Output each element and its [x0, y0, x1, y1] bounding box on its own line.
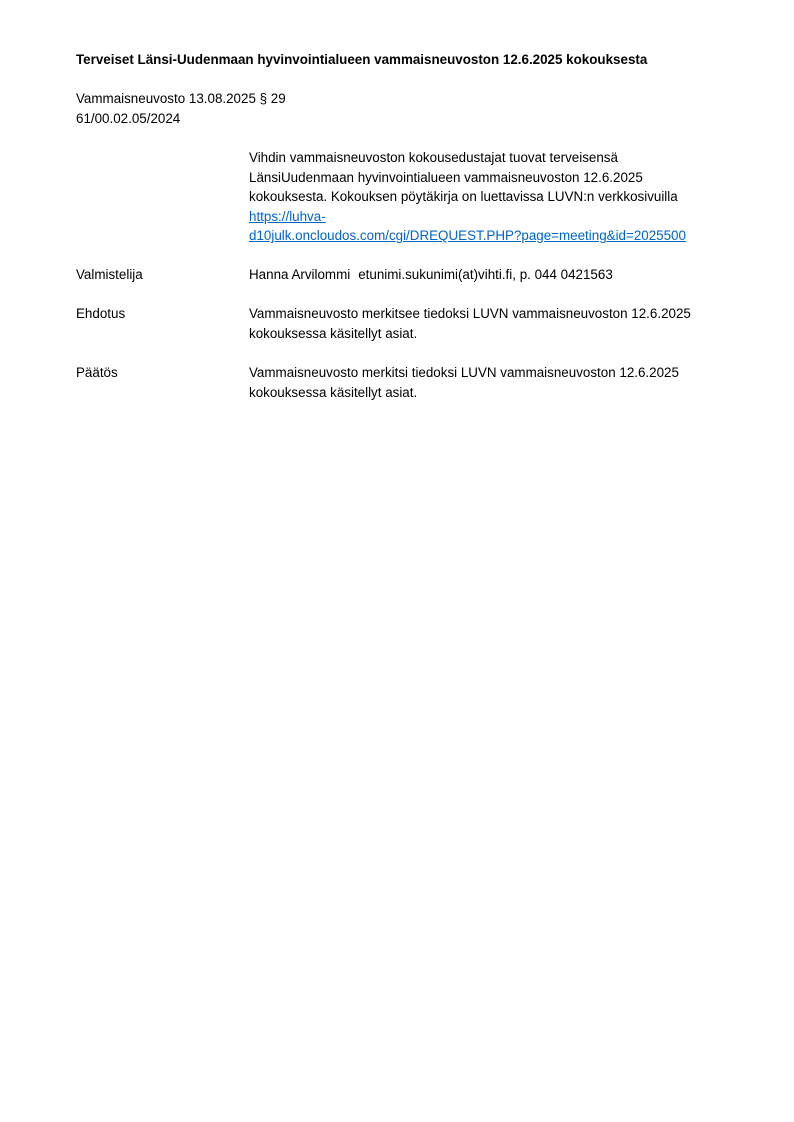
minutes-link-part-2[interactable]: d10julk.oncloudos.com/cgi/DREQUEST.PHP?page=meeting&id=2025500: [249, 228, 686, 243]
minutes-link-part-1[interactable]: https://luhva-: [249, 208, 326, 224]
intro-line: LänsiUudenmaan hyvinvointialueen vammaisneuvoston 12.6.2025: [249, 169, 643, 185]
decision-text: [249, 363, 744, 402]
meeting-meta: [76, 89, 286, 128]
proposal-text: [249, 304, 744, 343]
decision-line: Vammaisneuvosto merkitsi tiedoksi LUVN vammaisneuvoston 12.6.2025: [249, 365, 679, 380]
decision-line: kokouksessa käsitellyt asiat.: [249, 384, 418, 400]
proposal-label: Ehdotus: [76, 306, 126, 321]
proposal-line: kokouksessa käsitellyt asiat.: [249, 325, 418, 341]
intro-line: Vihdin vammaisneuvoston kokousedustajat tuovat terveisensä: [249, 150, 618, 165]
intro-paragraph: [249, 148, 739, 246]
meeting-reference: Vammaisneuvosto 13.08.2025 § 29: [76, 91, 286, 106]
document-title: Terveiset Länsi-Uudenmaan hyvinvointialueen vammaisneuvoston 12.6.2025 kokouksesta: [76, 52, 648, 67]
decision-label: Päätös: [76, 365, 118, 380]
intro-line: kokouksesta. Kokouksen pöytäkirja on luettavissa LUVN:n verkkosivuilla: [249, 189, 678, 204]
preparer-name: Hanna Arvilommi: [249, 267, 351, 282]
preparer-contact: etunimi.sukunimi(at)vihti.fi, p. 044 0421563: [358, 267, 613, 282]
preparer-label: Valmistelija: [76, 267, 143, 282]
proposal-line: Vammaisneuvosto merkitsee tiedoksi LUVN vammaisneuvoston 12.6.2025: [249, 306, 691, 321]
preparer-value: [249, 265, 744, 285]
case-number: 61/00.02.05/2024: [76, 110, 181, 126]
